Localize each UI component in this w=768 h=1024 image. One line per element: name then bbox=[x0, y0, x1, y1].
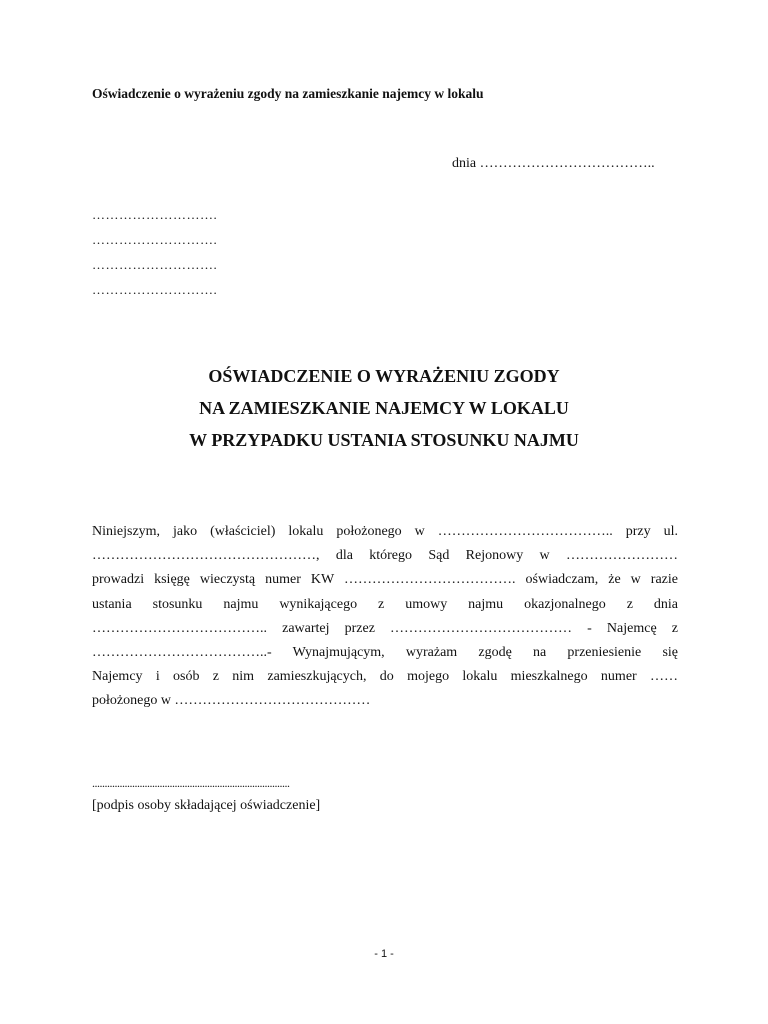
body-line: …………………………………………, dla którego Sąd Rejonowy w …………………… bbox=[92, 548, 678, 564]
body-line: ……………………………….. zawartej przez ………………………………… - Najemcę z bbox=[92, 620, 678, 636]
address-line: ………………………. bbox=[92, 207, 218, 222]
header-title: Oświadczenie o wyrażeniu zgody na zamieszkanie najemcy w lokalu bbox=[92, 86, 484, 101]
body-line: ustania stosunku najmu wynikającego z umowy najmu okazjonalnego z dnia bbox=[92, 596, 678, 612]
body-line: prowadzi księgę wieczystą numer KW ………………………………. oświadczam, że w razie bbox=[92, 572, 678, 588]
main-title bbox=[0, 360, 768, 456]
address-line: ………………………. bbox=[92, 257, 218, 272]
body-line: Niniejszym, jako (właściciel) lokalu położonego w ……………………………….. przy ul. bbox=[92, 524, 678, 539]
address-block bbox=[92, 202, 217, 302]
main-title-line: NA ZAMIESZKANIE NAJEMCY W LOKALU bbox=[199, 398, 569, 418]
signature-line: ............................................................................... bbox=[92, 776, 290, 790]
body-line: ………………………………..- Wynajmującym, wyrażam zgodę na przeniesienie się bbox=[92, 645, 678, 661]
main-title-line: OŚWIADCZENIE O WYRAŻENIU ZGODY bbox=[208, 366, 560, 386]
body-line: położonego w …………………………………… bbox=[92, 693, 371, 709]
page-number: - 1 - bbox=[374, 948, 394, 960]
main-title-line: W PRZYPADKU USTANIA STOSUNKU NAJMU bbox=[189, 430, 579, 450]
address-line: ………………………. bbox=[92, 282, 218, 297]
signature-label: [podpis osoby składającej oświadczenie] bbox=[92, 798, 321, 813]
declaration-body bbox=[92, 520, 678, 714]
address-line: ………………………. bbox=[92, 232, 218, 247]
body-line: Najemcy i osób z nim zamieszkujących, do mojego lokalu mieszkalnego numer …… bbox=[92, 669, 678, 685]
date-line: dnia ……………………………….. bbox=[452, 156, 655, 171]
